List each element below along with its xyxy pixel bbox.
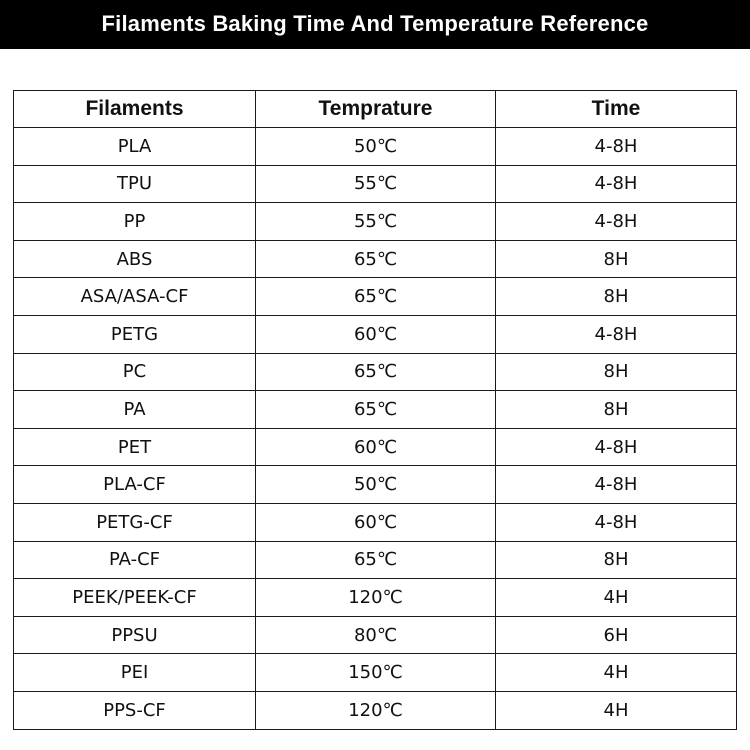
table-row bbox=[14, 278, 737, 316]
temperature-cell: 50℃ bbox=[256, 128, 496, 166]
temperature-cell: 65℃ bbox=[256, 240, 496, 278]
table-row bbox=[14, 541, 737, 579]
temperature-cell: 80℃ bbox=[256, 616, 496, 654]
column-header-time: Time bbox=[496, 91, 737, 128]
temperature-cell: 60℃ bbox=[256, 315, 496, 353]
table-row bbox=[14, 315, 737, 353]
reference-table bbox=[13, 90, 737, 730]
table-body bbox=[14, 128, 737, 730]
temperature-cell: 50℃ bbox=[256, 466, 496, 504]
page-title: Filaments Baking Time And Temperature Reference bbox=[101, 10, 649, 36]
temperature-cell: 60℃ bbox=[256, 428, 496, 466]
temperature-cell: 120℃ bbox=[256, 691, 496, 729]
time-cell: 4H bbox=[496, 579, 737, 617]
filament-cell: PET bbox=[14, 428, 256, 466]
temperature-cell: 65℃ bbox=[256, 353, 496, 391]
filament-cell: PEI bbox=[14, 654, 256, 692]
time-cell: 4H bbox=[496, 654, 737, 692]
temperature-cell: 65℃ bbox=[256, 391, 496, 429]
filament-cell: PA bbox=[14, 391, 256, 429]
temperature-cell: 150℃ bbox=[256, 654, 496, 692]
table-row bbox=[14, 165, 737, 203]
time-cell: 6H bbox=[496, 616, 737, 654]
table-row bbox=[14, 503, 737, 541]
filament-cell: PPSU bbox=[14, 616, 256, 654]
table-row bbox=[14, 240, 737, 278]
time-cell: 4-8H bbox=[496, 466, 737, 504]
table-row bbox=[14, 466, 737, 504]
filament-cell: PEEK/PEEK-CF bbox=[14, 579, 256, 617]
time-cell: 4-8H bbox=[496, 428, 737, 466]
temperature-cell: 65℃ bbox=[256, 541, 496, 579]
filament-cell: PETG-CF bbox=[14, 503, 256, 541]
time-cell: 8H bbox=[496, 541, 737, 579]
table-row bbox=[14, 616, 737, 654]
time-cell: 8H bbox=[496, 240, 737, 278]
time-cell: 4-8H bbox=[496, 128, 737, 166]
filament-cell: PLA bbox=[14, 128, 256, 166]
table-row bbox=[14, 654, 737, 692]
temperature-cell: 55℃ bbox=[256, 165, 496, 203]
table-row bbox=[14, 128, 737, 166]
table-row bbox=[14, 691, 737, 729]
filament-cell: TPU bbox=[14, 165, 256, 203]
temperature-cell: 60℃ bbox=[256, 503, 496, 541]
column-header-temperature: Temprature bbox=[256, 91, 496, 128]
time-cell: 4H bbox=[496, 691, 737, 729]
filament-cell: PP bbox=[14, 203, 256, 241]
filament-cell: PC bbox=[14, 353, 256, 391]
temperature-cell: 55℃ bbox=[256, 203, 496, 241]
filament-cell: PETG bbox=[14, 315, 256, 353]
table-row bbox=[14, 203, 737, 241]
column-header-filaments: Filaments bbox=[14, 91, 256, 128]
time-cell: 4-8H bbox=[496, 203, 737, 241]
filament-cell: PLA-CF bbox=[14, 466, 256, 504]
title-banner bbox=[0, 0, 750, 49]
table-row bbox=[14, 391, 737, 429]
time-cell: 8H bbox=[496, 391, 737, 429]
time-cell: 8H bbox=[496, 278, 737, 316]
reference-table-container bbox=[13, 90, 736, 730]
filament-cell: PPS-CF bbox=[14, 691, 256, 729]
table-row bbox=[14, 353, 737, 391]
table-row bbox=[14, 428, 737, 466]
time-cell: 8H bbox=[496, 353, 737, 391]
filament-cell: PA-CF bbox=[14, 541, 256, 579]
temperature-cell: 65℃ bbox=[256, 278, 496, 316]
time-cell: 4-8H bbox=[496, 315, 737, 353]
table-header-row bbox=[14, 91, 737, 128]
filament-cell: ABS bbox=[14, 240, 256, 278]
temperature-cell: 120℃ bbox=[256, 579, 496, 617]
table-row bbox=[14, 579, 737, 617]
filament-cell: ASA/ASA-CF bbox=[14, 278, 256, 316]
time-cell: 4-8H bbox=[496, 165, 737, 203]
time-cell: 4-8H bbox=[496, 503, 737, 541]
